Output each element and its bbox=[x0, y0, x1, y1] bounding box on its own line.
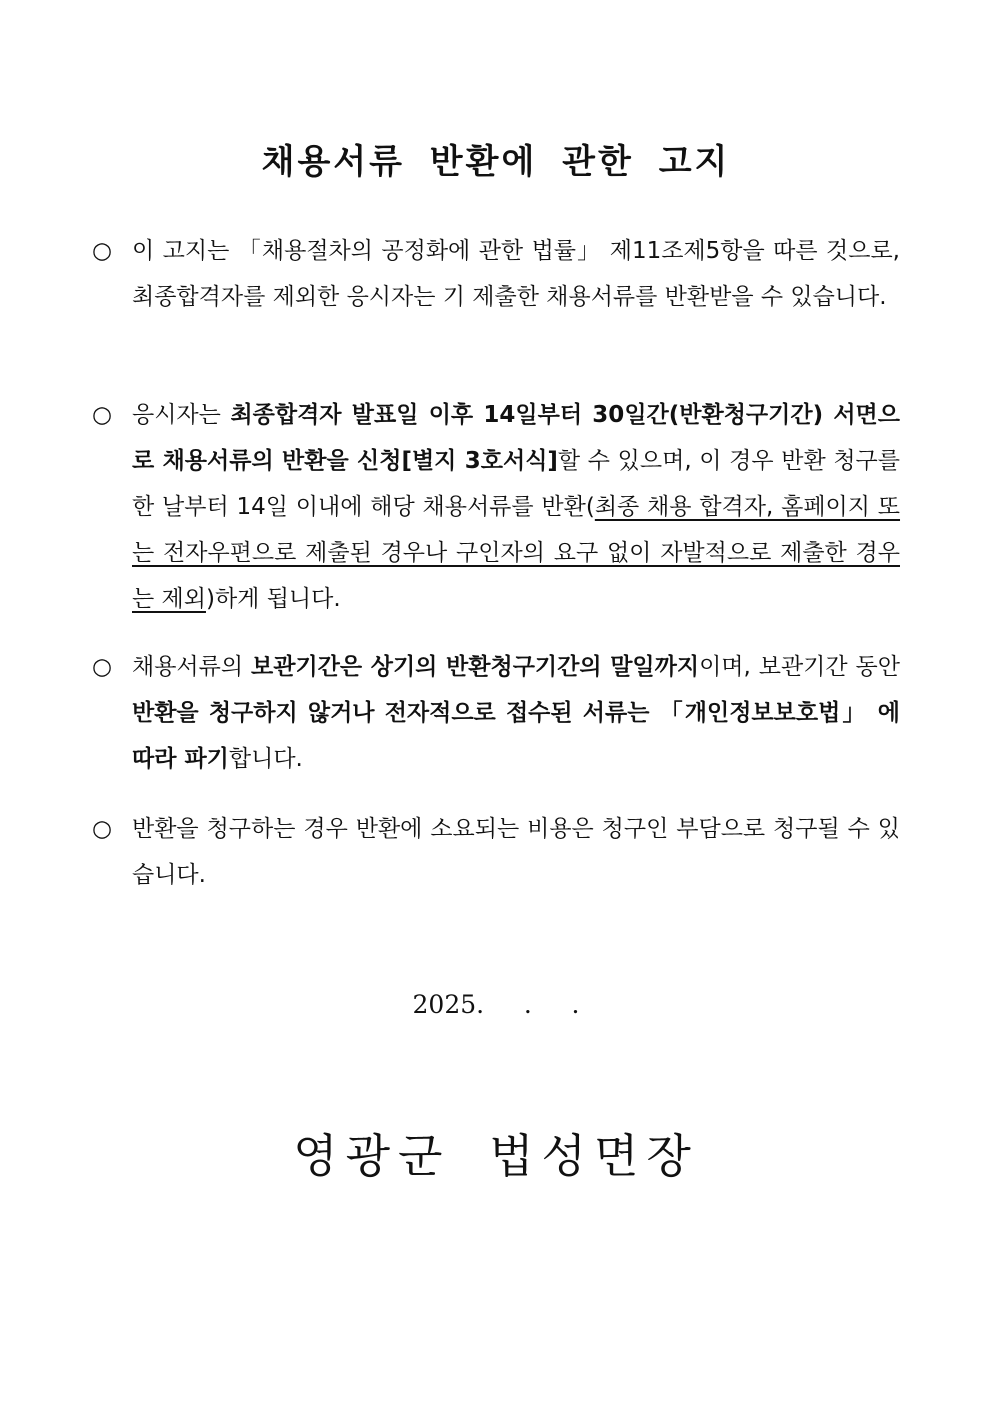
notice-item-3 bbox=[92, 644, 900, 782]
text-segment: 이며, 보관기간 동안 bbox=[699, 654, 900, 680]
notice-text bbox=[132, 644, 900, 782]
notice-text bbox=[132, 228, 900, 320]
document-title: 채용서류 반환에 관한 고지 bbox=[261, 142, 731, 182]
circle-bullet-icon: ○ bbox=[92, 402, 113, 428]
circle-bullet-icon: ○ bbox=[92, 816, 113, 842]
bold-text-segment: 최종합격자 발표일 이후 14일부터 30일간(반환청구기간) 서면으로 채용서류의 반환을 신청[별지 3호서식] bbox=[132, 402, 900, 474]
document-date: 2025. . . bbox=[412, 990, 580, 1019]
notice-item-4 bbox=[92, 806, 900, 898]
notice-text bbox=[132, 806, 900, 898]
notice-text bbox=[132, 392, 900, 622]
issuer-signature: 영광군 법성면장 bbox=[293, 1129, 699, 1183]
text-segment: 반환을 청구하는 경우 반환에 소요되는 비용은 청구인 부담으로 청구될 수 있습니다. bbox=[132, 816, 900, 888]
text-segment: 합니다. bbox=[228, 746, 303, 772]
text-segment: 이 고지는 「채용절차의 공정화에 관한 법률」 제11조제5항을 따른 것으로, 최종합격자를 제외한 응시자는 기 제출한 채용서류를 반환받을 수 있습니다. bbox=[132, 238, 900, 310]
bold-text-segment: 반환을 청구하지 않거나 전자적으로 접수된 서류는 「개인정보보호법」 에 따라 파기 bbox=[132, 700, 900, 772]
text-segment: 응시자는 bbox=[132, 402, 231, 428]
circle-bullet-icon: ○ bbox=[92, 238, 113, 264]
text-segment: )하게 됩니다. bbox=[205, 586, 341, 612]
bold-text-segment: 보관기간은 상기의 반환청구기간의 말일까지 bbox=[251, 654, 700, 680]
text-segment: 채용서류의 bbox=[132, 654, 252, 680]
notice-item-1 bbox=[92, 228, 900, 320]
circle-bullet-icon: ○ bbox=[92, 654, 113, 680]
text-segment: 할 수 있으며, 이 경우 반환 청구를 한 날부터 14일 이내에 해당 채용서류를 반환( bbox=[132, 448, 900, 520]
underlined-text-segment: 최종 채용 합격자, 홈페이지 또는 전자우편으로 제출된 경우나 구인자의 요구 없이 자발적으로 제출한 경우는 제외 bbox=[132, 494, 901, 612]
notice-item-2 bbox=[92, 392, 900, 622]
